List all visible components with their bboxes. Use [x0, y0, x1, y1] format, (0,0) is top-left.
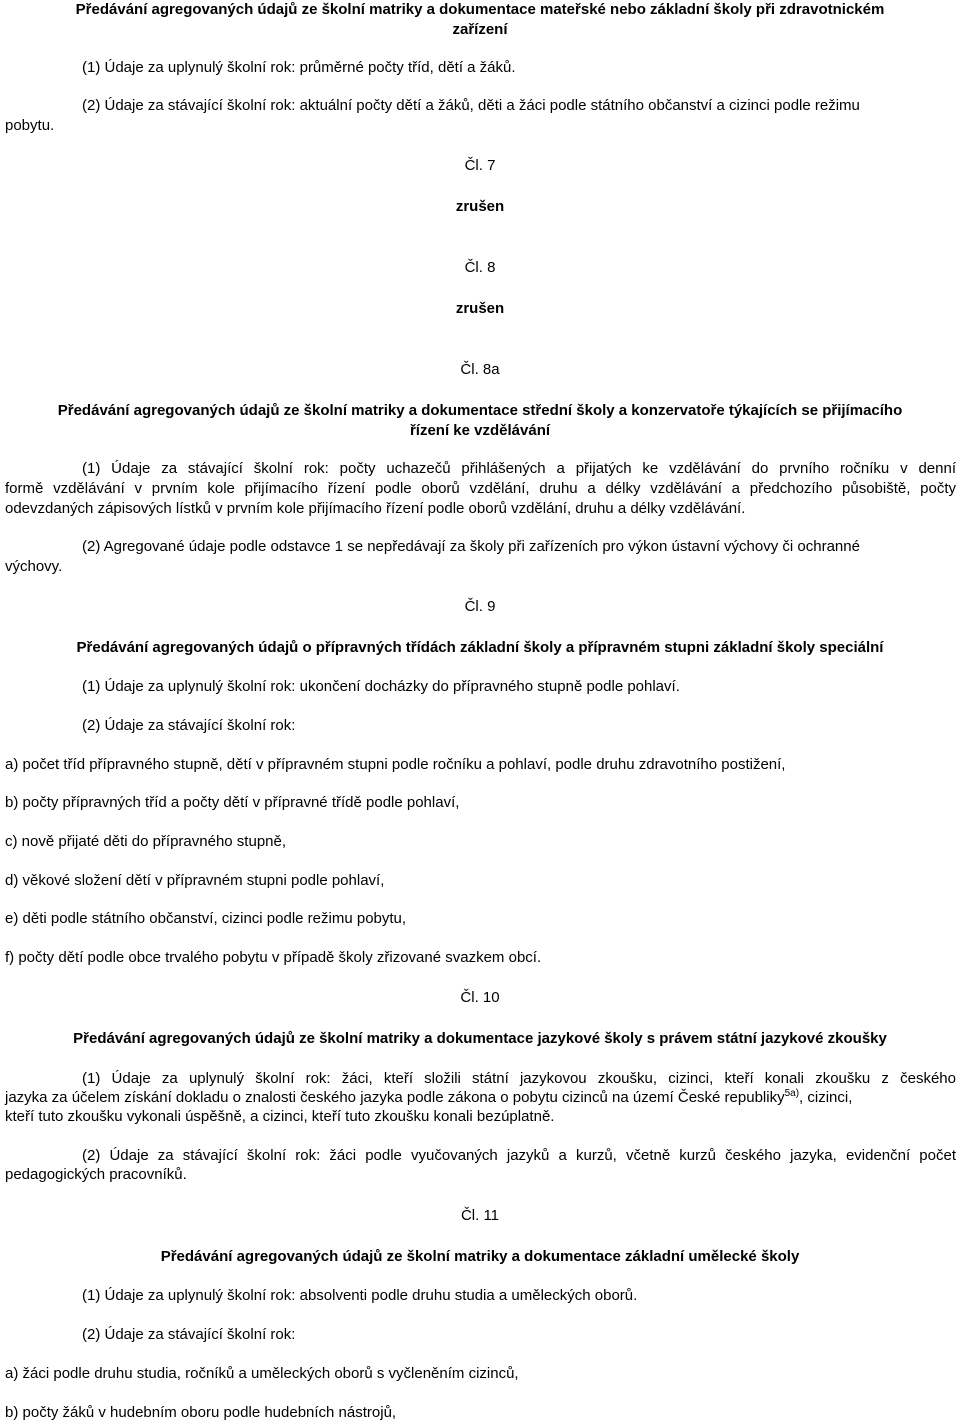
- article-8a-title-line-1: Předávání agregovaných údajů ze školní matriky a dokumentace střední školy a konzervatoře týkajících se přijímacího: [57, 402, 903, 419]
- article-9-item-f: f) počty dětí podle obce trvalého pobytu v případě školy zřizované svazkem obcí.: [5, 949, 542, 966]
- section-6-paragraph-2-line-1: (2) Údaje za stávající školní rok: aktuální počty dětí a žáků, děti a žáci podle státního občanství a cizinci podle režimu: [82, 97, 860, 114]
- article-10-paragraph-1-line-3: kteří tuto zkoušku vykonali úspěšně, a cizinci, kteří tuto zkoušku konali bezúplatně.: [5, 1108, 555, 1125]
- article-11-title: Předávání agregovaných údajů ze školní matriky a dokumentace základní umělecké školy: [160, 1248, 800, 1265]
- article-9-item-a: a) počet tříd přípravného stupně, dětí v přípravném stupni podle ročníku a pohlaví, podle druhu zdravotního postižení,: [5, 756, 786, 773]
- article-10-paragraph-2-line-1: (2) Údaje za stávající školní rok: žáci podle vyučovaných jazyků a kurzů, včetně kurzů českého jazyka, evidenční počet: [82, 1147, 956, 1164]
- article-9-item-d: d) věkové složení dětí v přípravném stupni podle pohlaví,: [5, 872, 385, 889]
- article-11-paragraph-1: (1) Údaje za uplynulý školní rok: absolventi podle druhu studia a uměleckých oborů.: [82, 1287, 638, 1304]
- article-9-paragraph-2: (2) Údaje za stávající školní rok:: [82, 717, 296, 734]
- article-7-status: zrušen: [455, 198, 505, 215]
- article-8a-heading: Čl. 8a: [460, 361, 500, 378]
- article-11-item-a: a) žáci podle druhu studia, ročníků a uměleckých oborů s vyčleněním cizinců,: [5, 1365, 519, 1382]
- section-6-paragraph-1: (1) Údaje za uplynulý školní rok: průměrné počty tříd, dětí a žáků.: [82, 59, 516, 76]
- section-6-title-line-2: zařízení: [452, 21, 508, 38]
- article-9-item-b: b) počty přípravných tříd a počty dětí v přípravné třídě podle pohlaví,: [5, 794, 460, 811]
- article-8a-paragraph-1-line-2: formě vzdělávání v prvním kole přijímacího řízení podle oborů vzdělání, druhu a délky vzdělávání a předchozího působiště, počty: [5, 480, 956, 497]
- article-9-item-c: c) nově přijaté děti do přípravného stupně,: [5, 833, 287, 850]
- article-8-status: zrušen: [455, 300, 505, 317]
- section-6-title-line-1: Předávání agregovaných údajů ze školní matriky a dokumentace mateřské nebo základní školy při zdravotnickém: [75, 1, 885, 18]
- article-9-item-e: e) děti podle státního občanství, cizinci podle režimu pobytu,: [5, 910, 407, 927]
- article-10-paragraph-1-line-1: (1) Údaje za uplynulý školní rok: žáci, kteří složili státní jazykovou zkoušku, cizinci, kteří konali zkoušku z českého: [82, 1070, 956, 1087]
- article-10-title: Předávání agregovaných údajů ze školní matriky a dokumentace jazykové školy s právem státní jazykové zkoušky: [73, 1030, 887, 1047]
- article-8a-paragraph-1-line-1: (1) Údaje za stávající školní rok: počty uchazečů přihlášených a přijatých ke vzdělávání do prvního ročníku v denní: [82, 460, 956, 477]
- article-11-heading: Čl. 11: [460, 1207, 500, 1224]
- article-10-paragraph-1-line-2-tail: , cizinci,: [799, 1089, 853, 1106]
- article-9-heading: Čl. 9: [464, 598, 496, 615]
- article-10-paragraph-2-line-2: pedagogických pracovníků.: [5, 1166, 187, 1183]
- footnote-5a-reference: 5a): [784, 1088, 800, 1099]
- section-6-paragraph-2-line-2: pobytu.: [5, 117, 55, 134]
- article-10-heading: Čl. 10: [460, 989, 500, 1006]
- article-8a-title-line-2: řízení ke vzdělávání: [409, 422, 551, 439]
- article-8a-paragraph-2-line-2: výchovy.: [5, 558, 63, 575]
- article-8-heading: Čl. 8: [464, 259, 496, 276]
- article-10-paragraph-1-line-2-text: jazyka za účelem získání dokladu o znalosti českého jazyka podle zákona o pobytu cizinců na území České republiky: [5, 1089, 785, 1106]
- article-9-title: Předávání agregovaných údajů o přípravných třídách základní školy a přípravném stupni základní školy speciální: [76, 639, 884, 656]
- article-8a-paragraph-1-line-3: odevzdaných zápisových lístků v prvním kole přijímacího řízení podle oborů vzdělání, druhu a délky vzdělávání.: [5, 500, 746, 517]
- article-9-paragraph-1: (1) Údaje za uplynulý školní rok: ukončení docházky do přípravného stupně podle pohlaví.: [82, 678, 680, 695]
- article-11-item-b: b) počty žáků v hudebním oboru podle hudebních nástrojů,: [5, 1404, 397, 1421]
- article-7-heading: Čl. 7: [464, 157, 496, 174]
- article-10-paragraph-1-line-2: [5, 1089, 852, 1107]
- article-11-paragraph-2: (2) Údaje za stávající školní rok:: [82, 1326, 296, 1343]
- article-8a-paragraph-2-line-1: (2) Agregované údaje podle odstavce 1 se nepředávají za školy při zařízeních pro výkon ústavní výchovy či ochranné: [82, 538, 860, 555]
